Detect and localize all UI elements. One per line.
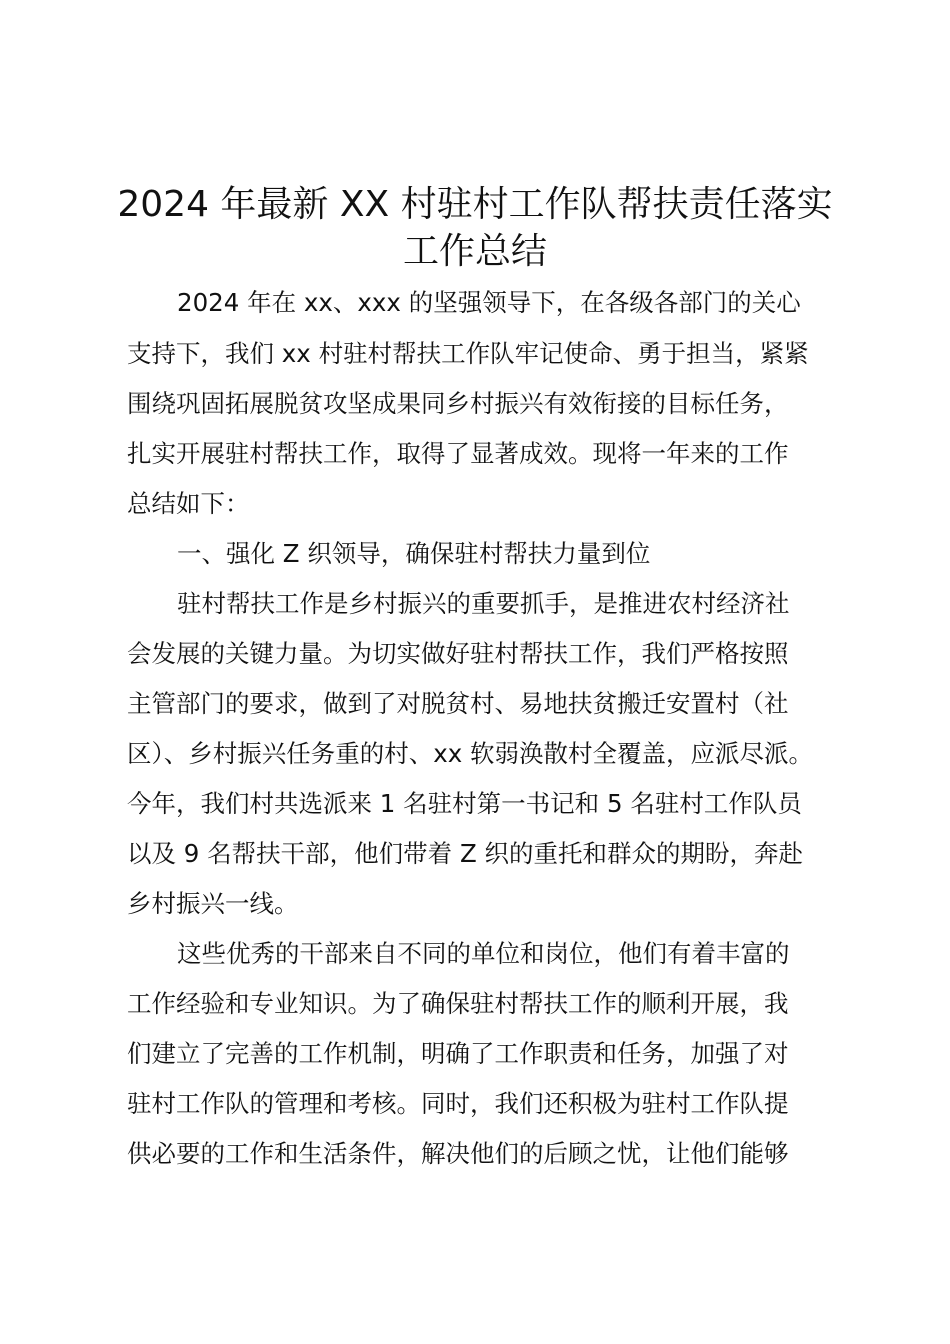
paragraph-3-line-3: 们建立了完善的工作机制，明确了工作职责和任务，加强了对 — [127, 1039, 789, 1068]
paragraph-1-line-4: 扎实开展驻村帮扶工作，取得了显著成效。现将一年来的工作 — [127, 439, 789, 468]
paragraph-3-line-1: 这些优秀的干部来自不同的单位和岗位，他们有着丰富的 — [177, 939, 790, 968]
paragraph-1-line-1: 2024 年在 xx、xxx 的坚强领导下，在各级各部门的关心 — [177, 288, 801, 317]
paragraph-3-line-2: 工作经验和专业知识。为了确保驻村帮扶工作的顺利开展，我 — [127, 989, 789, 1018]
section-heading-1: 一、强化 Z 织领导，确保驻村帮扶力量到位 — [177, 539, 651, 568]
paragraph-2-line-3: 主管部门的要求，做到了对脱贫村、易地扶贫搬迁安置村（社 — [127, 689, 789, 718]
paragraph-3-line-4: 驻村工作队的管理和考核。同时，我们还积极为驻村工作队提 — [127, 1089, 789, 1118]
paragraph-2-line-4: 区）、乡村振兴任务重的村、xx 软弱涣散村全覆盖，应派尽派。 — [127, 739, 814, 768]
paragraph-2-line-1: 驻村帮扶工作是乡村振兴的重要抓手，是推进农村经济社 — [177, 589, 790, 618]
paragraph-2-line-2: 会发展的关键力量。为切实做好驻村帮扶工作，我们严格按照 — [127, 639, 789, 668]
paragraph-1-line-5: 总结如下： — [127, 489, 250, 518]
paragraph-1-line-2: 支持下，我们 xx 村驻村帮扶工作队牢记使命、勇于担当，紧紧 — [127, 339, 809, 368]
paragraph-3-line-5: 供必要的工作和生活条件，解决他们的后顾之忧，让他们能够 — [127, 1139, 789, 1168]
paragraph-2-line-5: 今年，我们村共选派来 1 名驻村第一书记和 5 名驻村工作队员 — [127, 789, 802, 818]
document-title — [100, 181, 850, 275]
paragraph-2-line-7: 乡村振兴一线。 — [127, 889, 299, 918]
paragraph-2-line-6: 以及 9 名帮扶干部，他们带着 Z 织的重托和群众的期盼，奔赴 — [127, 839, 804, 868]
title-line-2: 工作总结 — [402, 231, 547, 272]
title-line-1: 2024 年最新 XX 村驻村工作队帮扶责任落实 — [117, 184, 833, 225]
paragraph-1-line-3: 围绕巩固拓展脱贫攻坚成果同乡村振兴有效衔接的目标任务， — [127, 389, 789, 418]
